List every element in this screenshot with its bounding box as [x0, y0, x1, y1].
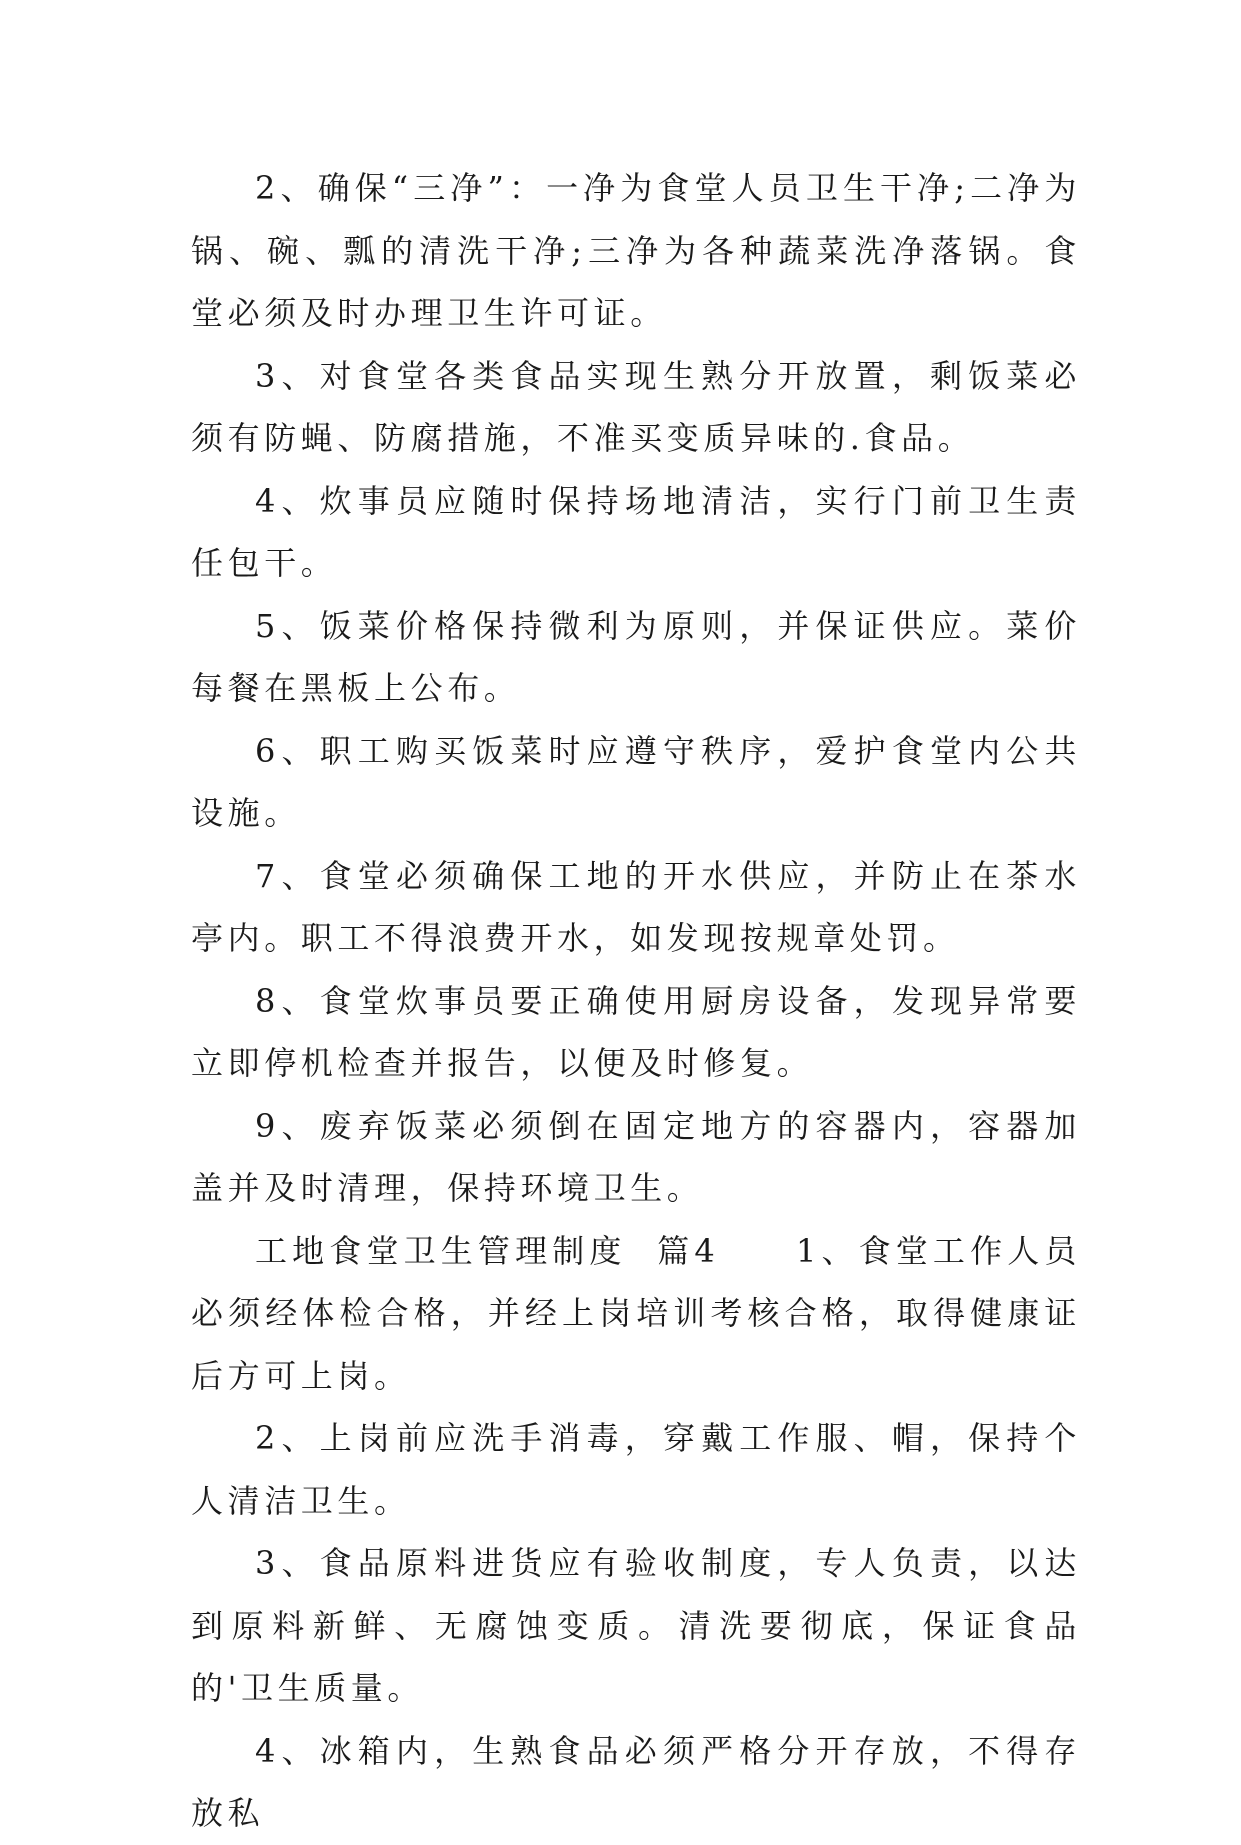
- paragraph-4: 5、饭菜价格保持微利为原则，并保证供应。菜价每餐在黑板上公布。: [191, 606, 1081, 707]
- paragraph-3: 4、炊事员应随时保持场地清洁，实行门前卫生责任包干。: [191, 481, 1081, 582]
- document-body: [191, 157, 1081, 1845]
- paragraph-5: 6、职工购买饭菜时应遵守秩序，爱护食堂内公共设施。: [191, 731, 1081, 832]
- paragraph-1: 2、确保“三净”：一净为食堂人员卫生干净;二净为锅、碗、瓢的清洗干净;三净为各种蔬菜洗净落锅。食堂必须及时办理卫生许可证。: [191, 169, 1081, 332]
- paragraph-12: 4、冰箱内，生熟食品必须严格分开存放，不得存放私: [191, 1731, 1081, 1832]
- paragraph-section-4: 工地食堂卫生管理制度 篇4 1、食堂工作人员必须经体检合格，并经上岗培训考核合格，取得健康证后方可上岗。: [191, 1231, 1081, 1395]
- paragraph-10: 2、上岗前应洗手消毒，穿戴工作服、帽，保持个人清洁卫生。: [191, 1419, 1081, 1520]
- paragraph-11: 3、食品原料进货应有验收制度，专人负责，以达到原料新鲜、无腐蚀变质。清洗要彻底，保证食品的'卫生质量。: [191, 1544, 1081, 1707]
- paragraph-6: 7、食堂必须确保工地的开水供应，并防止在茶水亭内。职工不得浪费开水，如发现按规章处罚。: [191, 856, 1081, 957]
- paragraph-7: 8、食堂炊事员要正确使用厨房设备，发现异常要立即停机检查并报告，以便及时修复。: [191, 981, 1081, 1082]
- paragraph-2: 3、对食堂各类食品实现生熟分开放置，剩饭菜必须有防蝇、防腐措施，不准买变质异味的.食品。: [191, 356, 1081, 457]
- paragraph-8: 9、废弃饭菜必须倒在固定地方的容器内，容器加盖并及时清理，保持环境卫生。: [191, 1106, 1081, 1207]
